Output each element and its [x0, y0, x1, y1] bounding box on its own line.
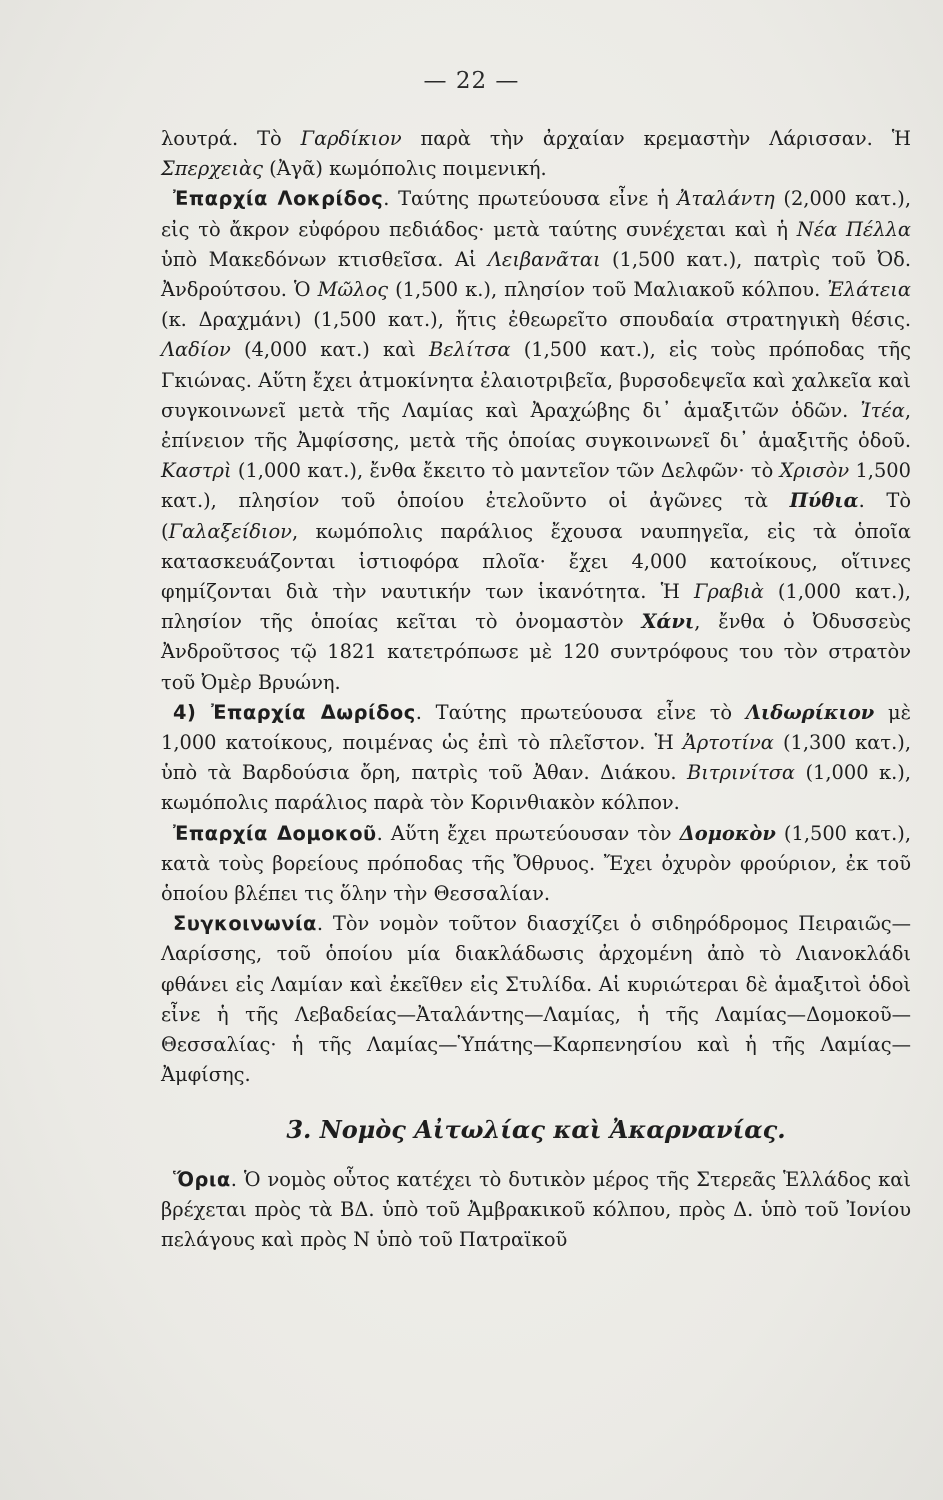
- text-run: Γραβιὰ: [693, 580, 764, 604]
- text-run: Ἀταλάντη: [677, 187, 775, 211]
- paragraph-lead-heading: Ἐπαρχία Λοκρίδος: [173, 187, 384, 211]
- text-run: . Τὸ (: [161, 489, 911, 543]
- paragraph-p1: [161, 124, 911, 184]
- text-run: . Ταύτης πρωτεύουσα εἶνε τὸ: [415, 700, 746, 724]
- text-run: Λιδωρίκιον: [745, 700, 875, 724]
- text-run: Καστρὶ: [161, 459, 232, 483]
- text-run: ὑπὸ Μακεδόνων κτισθεῖσα. Αἱ: [161, 247, 488, 271]
- text-run: (κ. Δραχμάνι) (1,500 κατ.), ἥτις ἐθεωρεῖτο σπουδαία στρατηγικὴ θέσις.: [161, 308, 911, 332]
- text-run: (4,000 κατ.) καὶ: [230, 338, 429, 362]
- text-run: παρὰ τὴν ἀρχαίαν κρεμαστὴν Λάρισσαν. Ἡ: [401, 127, 911, 150]
- text-run: Βιτρινίτσα: [687, 761, 796, 785]
- text-run: (1,000 κ.), κωμόπολις παράλιος παρὰ τὸν Κορινθιακὸν κόλπον.: [161, 761, 911, 815]
- paragraph-lead-heading: 4) Ἐπαρχία Δωρίδος: [173, 700, 416, 724]
- text-run: Ἰτέα: [860, 398, 905, 422]
- text-run: , κωμόπολις παράλιος ἔχουσα ναυπηγεῖα, εἰς τὰ ὁποῖα κατασκευάζονται ἱστιοφόρα πλοῖα· ἔχει 4,000 κατοίκους, οἵτινες φημίζονται διὰ τὴν ναυτικήν των ἱκανότητα. Ἡ: [161, 519, 911, 604]
- text-run: Γαλαξείδιον: [168, 519, 292, 543]
- text-run: , ἔνθα ὁ Ὀδυσσεὺς Ἀνδροῦτσος τῷ 1821 κατετρόπωσε μὲ 120 συντρόφους του τὸν στρατὸν τοῦ Ὀμὲρ Βρυώνη.: [161, 610, 911, 694]
- section-heading: 3. Νομὸς Αἰτωλίας καὶ Ἀκαρνανίας.: [286, 1114, 786, 1144]
- text-run: Λαδίον: [161, 338, 231, 362]
- text-run: Μῶλος: [317, 278, 389, 302]
- text-run: Πύθια: [789, 489, 859, 513]
- text-run: . Αὕτη ἔχει πρωτεύουσαν τὸν: [376, 821, 680, 845]
- text-run: 1,500 κατ.), πλησίον τοῦ ὁποίου ἐτελοῦντο οἱ ἀγῶνες τὰ: [161, 459, 911, 513]
- paragraph-lead-heading: Συγκοινωνία: [173, 912, 317, 936]
- text-run: . Τὸν νομὸν τοῦτον διασχίζει ὁ σιδηρόδρομος Πειραιῶς—Λαρίσσης, τοῦ ὁποίου μία διακλάδωσις ἀρχομένη ἀπὸ τὸ Λιανοκλάδι φθάνει εἰς Λαμίαν καὶ ἐκεῖθεν εἰς Στυλίδα. Αἱ κυριώτεραι δὲ ἁμαξιτοὶ ὁδοὶ εἶνε ἡ τῆς Λεβαδείας—Ἀταλάντης—Λαμίας, ἡ τῆς Λαμίας—Δομοκοῦ—Θεσσαλίας· ἡ τῆς Λαμίας—Ὑπάτης—Καρπενησίου καὶ ἡ τῆς Λαμίας—Ἀμφίσης.: [161, 912, 911, 1087]
- text-run: μὲ 1,000 κατοίκους, ποιμένας ὡς ἐπὶ τὸ πλεῖστον. Ἡ: [161, 700, 912, 755]
- text-run: Βελίτσα: [428, 338, 511, 362]
- text-run: Ἀρτοτίνα: [682, 731, 774, 755]
- text-run: (1,000 κατ.), πλησίον τῆς ὁποίας κεῖται τὸ ὀνομαστὸν: [161, 580, 911, 634]
- text-run: (1,300 κατ.), ὑπὸ τὰ Βαρδούσια ὄρη, πατρὶς τοῦ Ἀθαν. Διάκου.: [161, 731, 911, 785]
- page-number: — 22 —: [423, 68, 520, 94]
- text-run: (1,500 κατ.), εἰς τοὺς πρόποδας τῆς Γκιώνας. Αὕτη ἔχει ἀτμοκίνητα ἐλαιοτριβεῖα, βυρσοδεψεῖα καὶ χαλκεῖα καὶ συγκοινωνεῖ μετὰ τῆς Λαμίας καὶ Ἀραχώβης δι᾽ ἁμαξιτῶν ὁδῶν.: [161, 338, 911, 422]
- text-run: . Ταύτης πρωτεύουσα εἶνε ἡ: [383, 187, 678, 211]
- text-run: Λειβανᾶται: [487, 247, 601, 271]
- text-run: (1,500 κατ.), κατὰ τοὺς βορείους πρόποδας τῆς Ὄθρυος. Ἔχει ὀχυρὸν φρούριον, ἐκ τοῦ ὁποίου βλέπει τις ὅλην τὴν Θεσσαλίαν.: [161, 821, 911, 906]
- paragraph-p4: [161, 819, 911, 910]
- paragraph-lead-heading: Ἐπαρχία Δομοκοῦ: [173, 821, 377, 845]
- paragraph-p3: [161, 698, 911, 819]
- text-run: Χρισὸν: [779, 459, 850, 483]
- text-run: Σπερχειὰς: [161, 157, 263, 181]
- paragraph-lead-heading: Ὅρια: [173, 1167, 231, 1191]
- paragraphs-after-heading: [161, 1165, 911, 1256]
- text-run: (1,000 κατ.), ἔνθα ἔκειτο τὸ μαντεῖον τῶν Δελφῶν· τὸ: [231, 459, 780, 483]
- text-run: Δομοκὸν: [679, 821, 776, 845]
- text-run: (1,500 κατ.), πατρὶς τοῦ Ὀδ. Ἀνδρούτσου. Ὁ: [161, 247, 911, 302]
- paragraph-p5: [161, 909, 911, 1090]
- paragraph-p2: [161, 184, 911, 697]
- paragraph-p6: [161, 1165, 911, 1256]
- text-run: Γαρδίκιον: [300, 127, 402, 150]
- body-text: [161, 124, 911, 1255]
- text-run: Χάνι: [641, 610, 695, 634]
- text-run: . Ὁ νομὸς οὗτος κατέχει τὸ δυτικὸν μέρος τῆς Στερεᾶς Ἑλλάδος καὶ βρέχεται πρὸς τὰ ΒΔ. ὑπὸ τοῦ Ἀμβρακικοῦ κόλπου, πρὸς Δ. ὑπὸ τοῦ Ἰονίου πελάγους καὶ πρὸς Ν ὑπὸ τοῦ Πατραϊκοῦ: [161, 1167, 911, 1251]
- paragraphs-before-heading: [161, 124, 911, 1091]
- text-run: Νέα Πέλλα: [796, 217, 911, 241]
- text-run: , ἐπίνειον τῆς Ἀμφίσσης, μετὰ τῆς ὁποίας συγκοινωνεῖ δι᾽ ἁμαξιτῆς ὁδοῦ.: [161, 398, 911, 453]
- text-run: Ἐλάτεια: [827, 278, 911, 302]
- text-run: (2,000 κατ.), εἰς τὸ ἄκρον εὐφόρου πεδιάδος· μετὰ ταύτης συνέχεται καὶ ἡ: [161, 187, 911, 241]
- text-run: λουτρά. Τὸ: [161, 127, 301, 150]
- text-run: (1,500 κ.), πλησίον τοῦ Μαλιακοῦ κόλπου.: [388, 278, 828, 302]
- text-run: (Ἀγᾶ) κωμόπολις ποιμενική.: [262, 157, 547, 181]
